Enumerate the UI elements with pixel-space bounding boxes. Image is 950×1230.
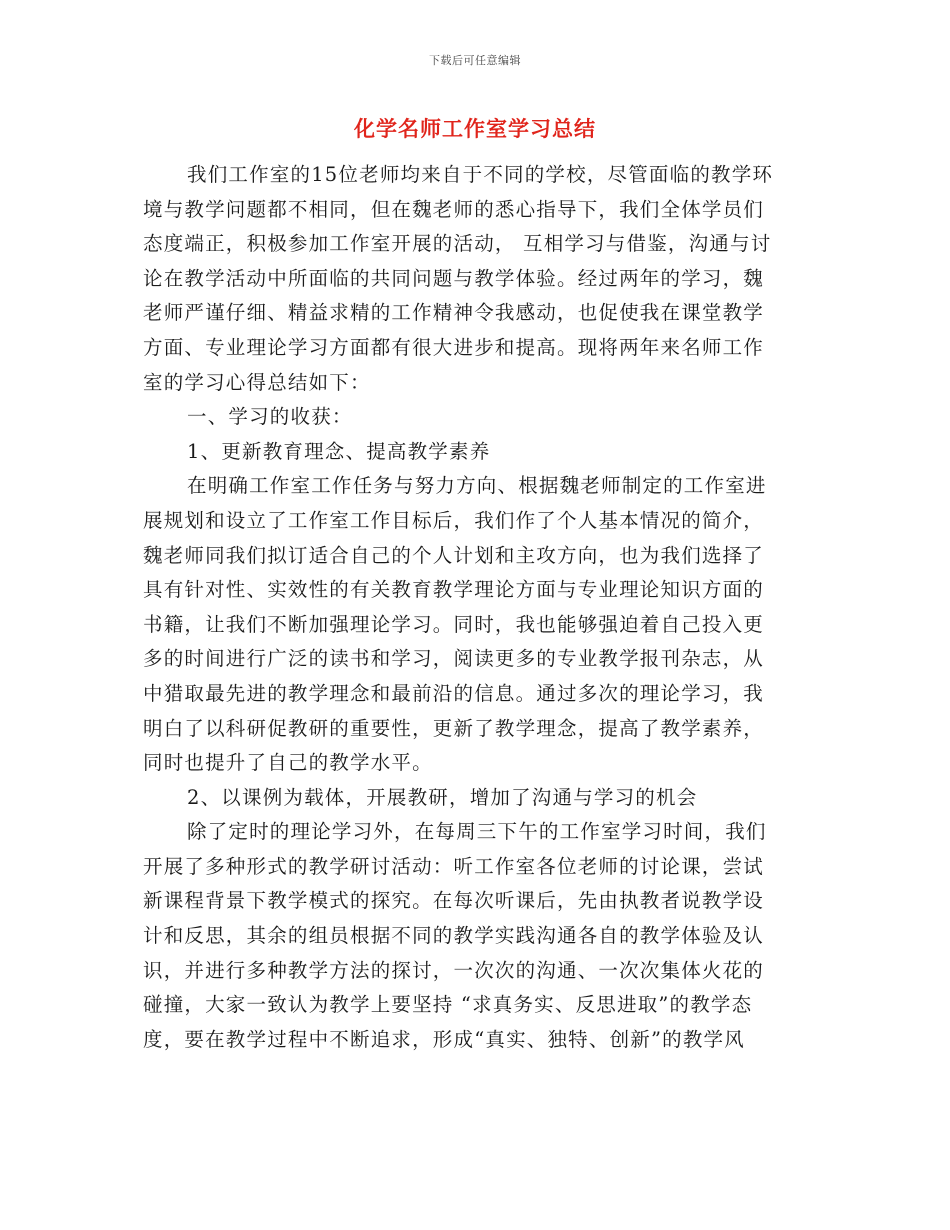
body-line: 同时也提升了自己的教学水平。	[143, 751, 433, 775]
body-line: 新课程背景下教学模式的探究。在每次听课后，先由执教者说教学设	[143, 889, 765, 913]
body-line: 2、以课例为载体，开展教研，增加了沟通与学习的机会	[187, 785, 698, 809]
body-line: 开展了多种形式的教学研讨活动：听工作室各位老师的讨论课，尝试	[143, 854, 765, 878]
body-line: 中猎取最先进的教学理念和最前沿的信息。通过多次的理论学习，我	[143, 681, 765, 705]
body-line: 我们工作室的15位老师均来自于不同的学校，尽管面临的教学环	[187, 163, 774, 186]
body-line: 论在教学活动中所面临的共同问题与教学体验。经过两年的学习，魏	[143, 266, 765, 290]
body-line: 碰撞，大家一致认为教学上要坚持 “求真务实、反思进取”的教学态	[143, 993, 753, 1017]
body-line: 方面、专业理论学习方面都有很大进步和提高。现将两年来名师工作	[143, 335, 765, 359]
body-line: 在明确工作室工作任务与努力方向、根据魏老师制定的工作室进	[187, 474, 767, 498]
body-line: 除了定时的理论学习外，在每周三下午的工作室学习时间，我们	[187, 820, 767, 844]
body-line: 态度端正，积极参加工作室开展的活动， 互相学习与借鉴，沟通与讨	[143, 232, 772, 256]
body-line: 魏老师同我们拟订适合自己的个人计划和主攻方向，也为我们选择了	[143, 543, 765, 567]
body-line: 计和反思，其余的组员根据不同的教学实践沟通各自的教学体验及认	[143, 924, 765, 948]
document-title: 化学名师工作室学习总结	[354, 117, 596, 141]
body-line: 室的学习心得总结如下：	[143, 370, 371, 394]
body-line: 书籍，让我们不断加强理论学习。同时，我也能够强迫着自己投入更	[143, 612, 765, 636]
document-body	[143, 158, 807, 1057]
body-line: 明白了以科研促教研的重要性，更新了教学理念，提高了教学素养，	[143, 716, 765, 740]
body-line: 多的时间进行广泛的读书和学习，阅读更多的专业教学报刊杂志，从	[143, 647, 765, 671]
body-line: 一、学习的收获：	[187, 405, 353, 429]
body-line: 识，并进行多种教学方法的探讨，一次次的沟通、一次次集体火花的	[143, 958, 765, 982]
body-line: 老师严谨仔细、精益求精的工作精神令我感动，也促使我在课堂教学	[143, 301, 765, 325]
body-line: 境与教学问题都不相同，但在魏老师的悉心指导下，我们全体学员们	[143, 197, 765, 221]
body-line: 度，要在教学过程中不断追求，形成“真实、独特、创新”的教学风	[143, 1027, 745, 1051]
body-line: 1、更新教育理念、提高教学素养	[187, 439, 491, 463]
page-header-note: 下载后可任意编辑	[429, 54, 521, 67]
body-line: 具有针对性、实效性的有关教育教学理论方面与专业理论知识方面的	[143, 578, 765, 602]
body-line: 展规划和设立了工作室工作目标后，我们作了个人基本情况的简介，	[143, 508, 765, 532]
